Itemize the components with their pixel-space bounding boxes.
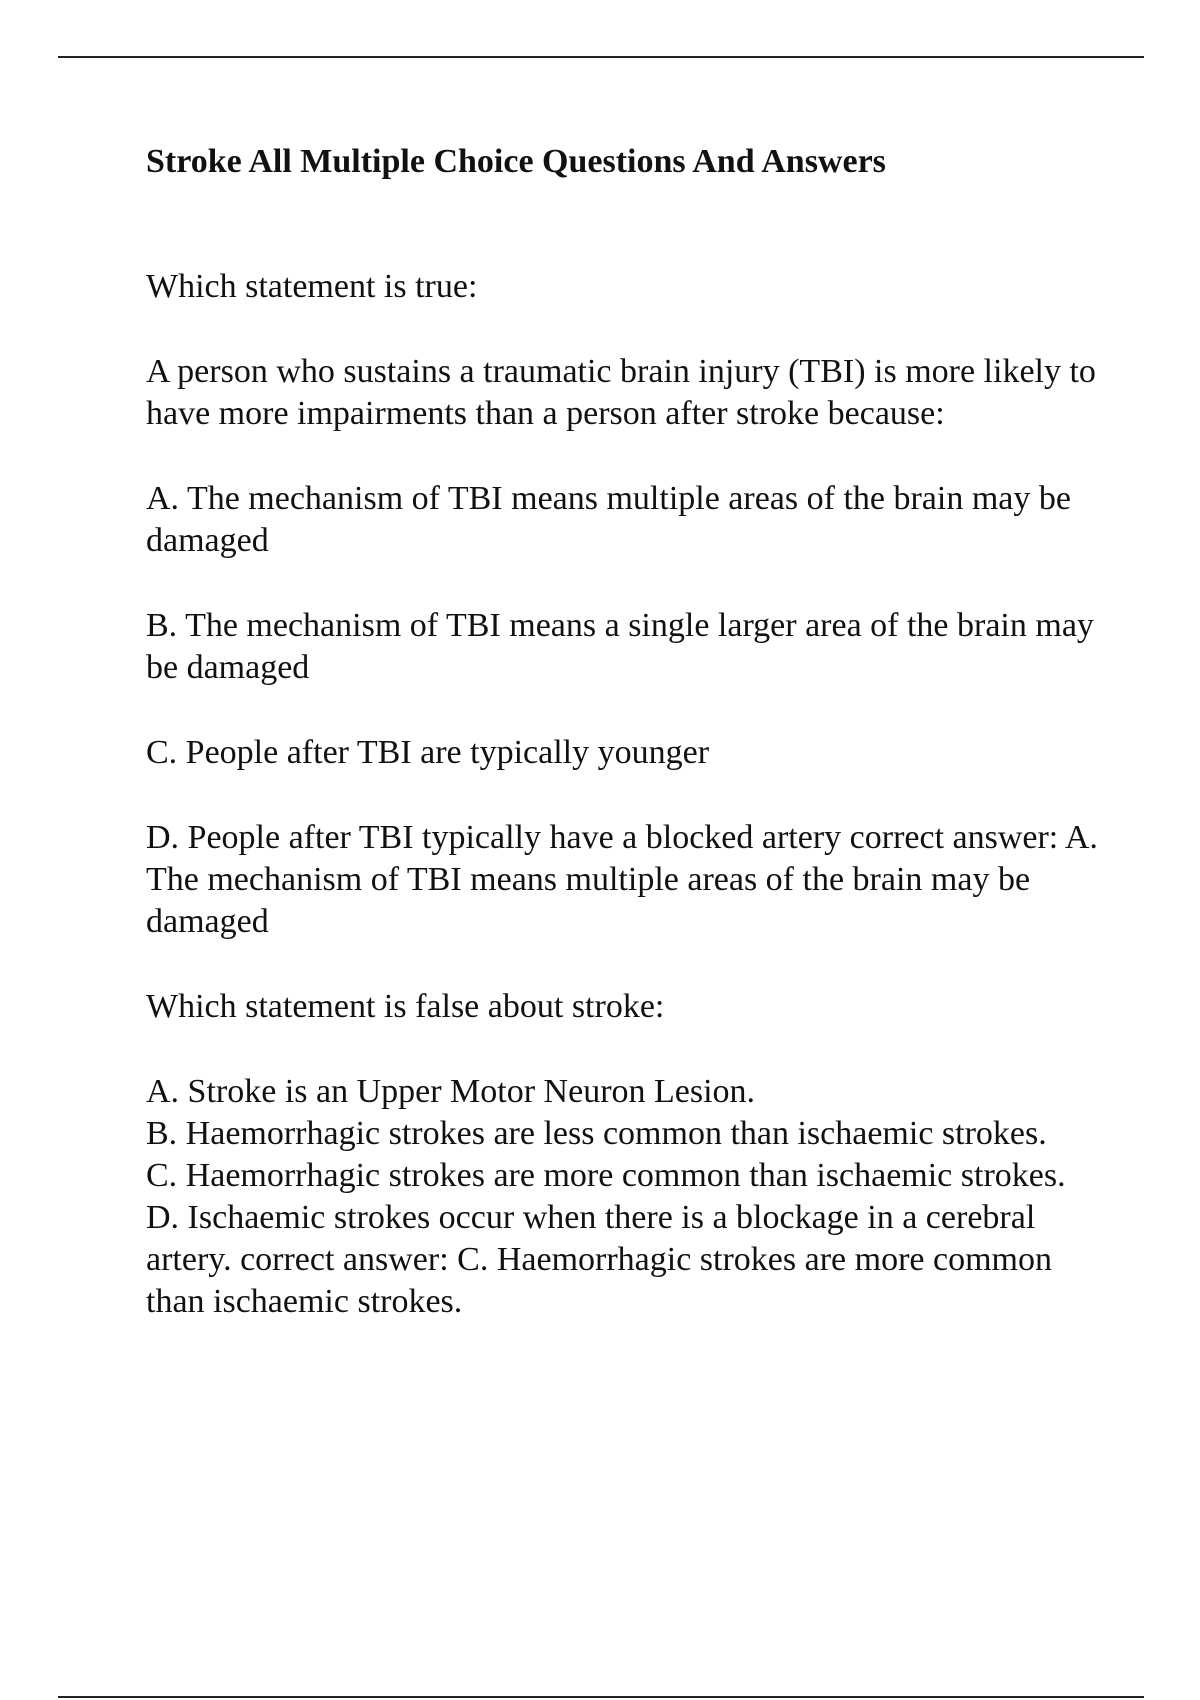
question-1-intro: Which statement is true: [146, 268, 478, 305]
bottom-divider [58, 1696, 1144, 1698]
question-1-option-d-answer: D. People after TBI typically have a blocked artery correct answer: A. The mechanism of TBI means multiple areas of the brain may be damaged [146, 819, 1098, 940]
question-1-option-c: C. People after TBI are typically younger [146, 734, 710, 771]
question-1-stem: A person who sustains a traumatic brain injury (TBI) is more likely to have more impairments than a person after stroke because: [146, 353, 1096, 432]
question-2-option-b: B. Haemorrhagic strokes are less common than ischaemic strokes. [146, 1115, 1047, 1152]
question-1-option-a: A. The mechanism of TBI means multiple areas of the brain may be damaged [146, 480, 1071, 559]
question-2-option-c: C. Haemorrhagic strokes are more common than ischaemic strokes. [146, 1157, 1066, 1194]
question-2-stem: Which statement is false about stroke: [146, 988, 665, 1025]
question-1-option-b: B. The mechanism of TBI means a single larger area of the brain may be damaged [146, 607, 1094, 686]
document-body [146, 140, 1106, 1323]
document-title: Stroke All Multiple Choice Questions And Answers [146, 143, 886, 180]
question-2-option-d-answer: D. Ischaemic strokes occur when there is a blockage in a cerebral artery. correct answer: C. Haemorrhagic strokes are more common than ischaemic strokes. [146, 1199, 1052, 1320]
question-2-options [146, 1071, 1106, 1323]
top-divider [58, 56, 1144, 58]
question-2-option-a: A. Stroke is an Upper Motor Neuron Lesion. [146, 1073, 756, 1110]
